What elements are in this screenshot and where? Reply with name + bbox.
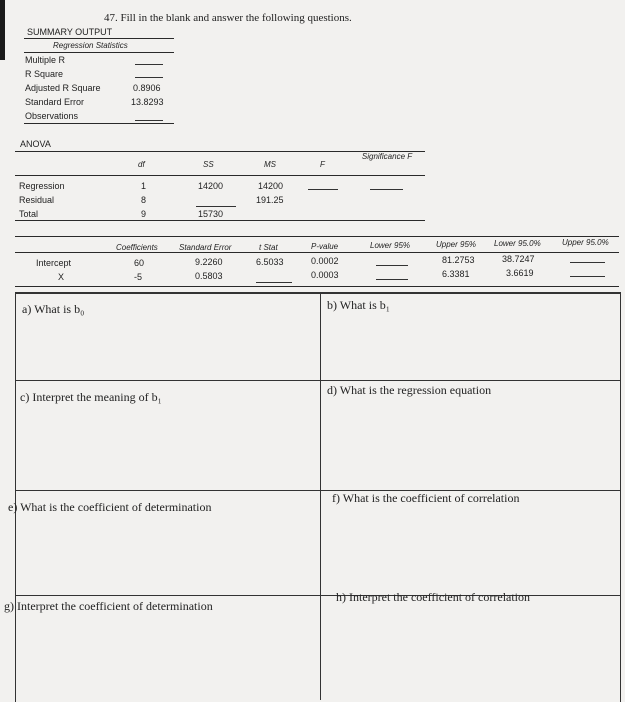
anova-row-total-label: Total xyxy=(19,209,39,219)
problem-title: 47. Fill in the blank and answer the following questions. xyxy=(104,12,352,24)
coef-rule-header xyxy=(15,252,619,253)
coef-rule-top xyxy=(15,236,619,237)
grid-row-divider-1 xyxy=(15,380,620,381)
adjusted-r-square-label: Adjusted R Square xyxy=(25,83,101,93)
anova-regression-ms: 14200 xyxy=(258,181,284,191)
coef-col-t-stat: t Stat xyxy=(259,243,278,252)
anova-regression-significance-blank xyxy=(370,189,403,190)
anova-col-ms: MS xyxy=(264,160,276,169)
anova-regression-df: 1 xyxy=(141,181,147,191)
summary-rule-top xyxy=(24,38,174,39)
adjusted-r-square-value: 0.8906 xyxy=(133,83,161,93)
summary-heading: SUMMARY OUTPUT xyxy=(27,27,113,37)
question-b: b) What is b₁ xyxy=(327,298,390,312)
standard-error-value: 13.8293 xyxy=(131,97,164,107)
multiple-r-label: Multiple R xyxy=(25,55,66,65)
x-upper-95: 6.3381 xyxy=(442,269,470,279)
anova-regression-f-blank xyxy=(308,189,338,190)
answer-grid xyxy=(15,292,621,702)
x-lower-95-0: 3.6619 xyxy=(506,268,534,278)
question-c: c) Interpret the meaning of b₁ xyxy=(20,390,162,404)
intercept-p-value: 0.0002 xyxy=(311,256,339,266)
x-standard-error: 0.5803 xyxy=(195,271,223,281)
coef-col-standard-error: Standard Error xyxy=(179,243,232,252)
question-g: g) Interpret the coefficient of determination xyxy=(4,599,213,613)
r-square-label: R Square xyxy=(25,69,64,79)
r-square-blank xyxy=(135,77,163,78)
page-edge-shadow xyxy=(0,0,5,60)
question-e: e) What is the coefficient of determination xyxy=(8,500,212,514)
anova-rule-header xyxy=(15,175,425,176)
anova-regression-ss: 14200 xyxy=(198,181,224,191)
anova-rule-bottom xyxy=(15,220,425,221)
x-p-value: 0.0003 xyxy=(311,270,339,280)
grid-center-divider xyxy=(320,292,321,700)
anova-col-ss: SS xyxy=(203,160,214,169)
x-coefficient: -5 xyxy=(134,272,143,282)
x-lower-95-blank xyxy=(376,279,408,280)
grid-row-divider-2 xyxy=(15,490,620,491)
anova-heading: ANOVA xyxy=(20,139,51,149)
intercept-lower-95-0: 38.7247 xyxy=(502,254,535,264)
intercept-upper-95: 81.2753 xyxy=(442,255,475,265)
coef-col-upper-95-0: Upper 95.0% xyxy=(562,238,609,247)
intercept-upper-95-0-blank xyxy=(570,262,605,263)
anova-residual-df: 8 xyxy=(141,195,147,205)
anova-total-ss: 15730 xyxy=(198,209,224,219)
multiple-r-blank xyxy=(135,64,163,65)
anova-total-df: 9 xyxy=(141,209,147,219)
observations-blank xyxy=(135,120,163,121)
x-upper-95-0-blank xyxy=(570,276,605,277)
coef-row-intercept-label: Intercept xyxy=(36,258,72,268)
summary-rule-bottom xyxy=(24,123,174,124)
question-a: a) What is b₀ xyxy=(22,302,85,316)
coef-row-x-label: X xyxy=(58,272,65,282)
coef-col-lower-95: Lower 95% xyxy=(370,241,411,250)
anova-residual-ms: 191.25 xyxy=(256,195,284,205)
x-t-stat-blank xyxy=(256,282,292,283)
question-h: h) Interpret the coefficient of correlation xyxy=(336,590,531,604)
intercept-coefficient: 60 xyxy=(134,258,145,268)
summary-rule-sub xyxy=(24,52,174,53)
coef-col-lower-95-0: Lower 95.0% xyxy=(494,239,541,248)
intercept-t-stat: 6.5033 xyxy=(256,257,284,267)
coef-col-p-value: P-value xyxy=(311,242,339,251)
anova-residual-ss-blank xyxy=(196,206,236,207)
coef-rule-bottom xyxy=(15,286,619,287)
question-d: d) What is the regression equation xyxy=(327,383,492,397)
coef-col-upper-95: Upper 95% xyxy=(436,240,477,249)
standard-error-label: Standard Error xyxy=(25,97,85,107)
coef-col-coefficients: Coefficients xyxy=(116,243,158,252)
anova-row-regression-label: Regression xyxy=(19,181,65,191)
question-f: f) What is the coefficient of correlation xyxy=(332,491,520,505)
anova-row-residual-label: Residual xyxy=(19,195,55,205)
anova-col-significance-f: Significance F xyxy=(361,152,413,161)
anova-col-df: df xyxy=(138,160,145,169)
regression-statistics-heading: Regression Statistics xyxy=(53,41,128,50)
anova-col-f: F xyxy=(320,160,325,169)
observations-label: Observations xyxy=(25,111,79,121)
intercept-lower-95-blank xyxy=(376,265,408,266)
intercept-standard-error: 9.2260 xyxy=(195,257,223,267)
